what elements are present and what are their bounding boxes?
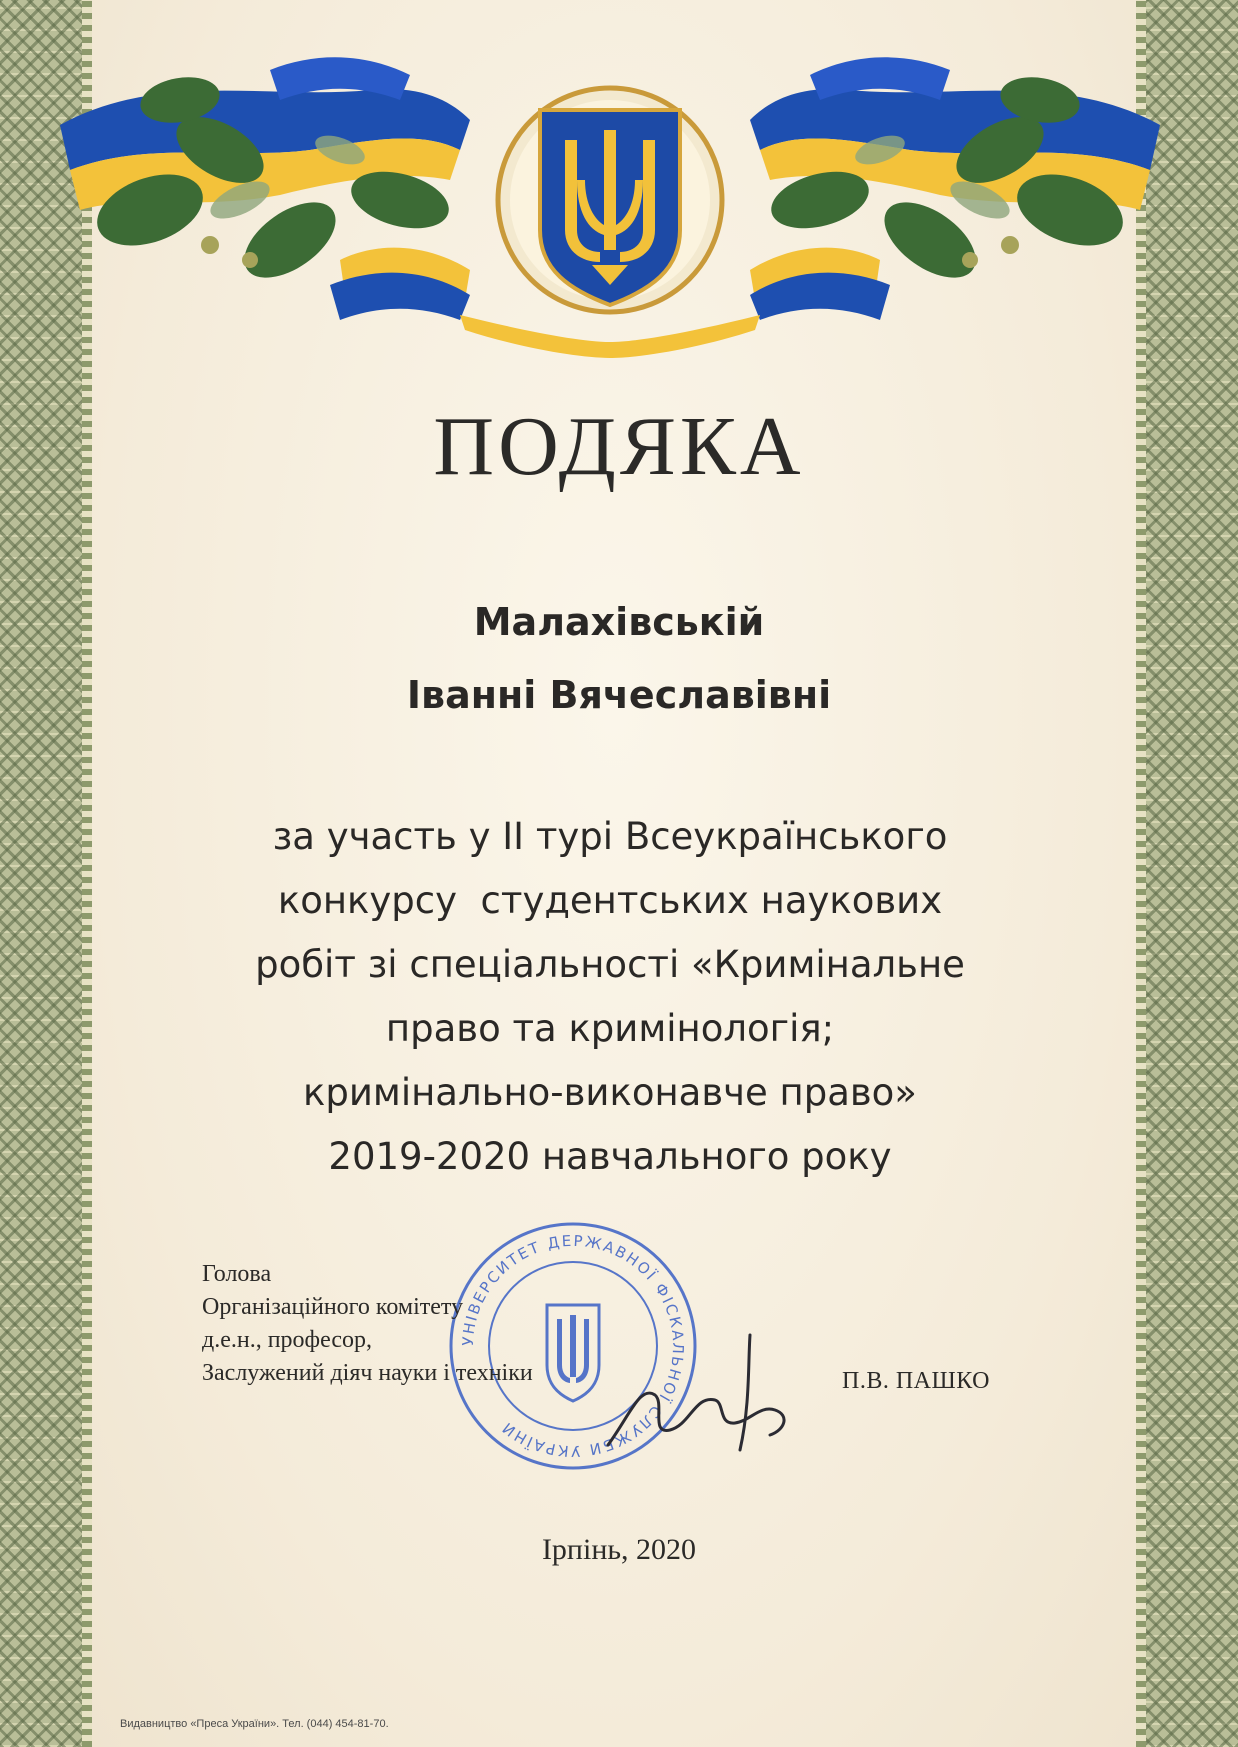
handwritten-signature bbox=[600, 1325, 810, 1455]
certificate-body bbox=[150, 805, 1070, 1189]
body-line: кримінально-виконавче право» bbox=[303, 1071, 917, 1114]
publisher-imprint: Видавництво «Преса України». Тел. (044) 454-81-70. bbox=[120, 1718, 389, 1730]
signatory-block bbox=[202, 1258, 533, 1390]
body-line: робіт зі спеціальності «Кримінальне bbox=[255, 943, 965, 986]
body-line: конкурсу студентських наукових bbox=[277, 879, 943, 922]
tryzub-icon bbox=[498, 88, 722, 312]
signatory-line: Голова bbox=[202, 1261, 272, 1287]
recipient-surname: Малахівській bbox=[473, 600, 765, 644]
certificate-title: ПОДЯКА bbox=[433, 400, 805, 493]
body-line: за участь у II турі Всеукраїнського bbox=[272, 815, 948, 858]
signatory-line: д.е.н., професор, bbox=[202, 1327, 373, 1353]
signatory-name: П.В. ПАШКО bbox=[842, 1368, 990, 1394]
body-line: 2019-2020 навчального року bbox=[328, 1135, 892, 1178]
signatory-line: Заслужений діяч науки і техніки bbox=[202, 1360, 533, 1386]
header-ornament bbox=[40, 30, 1180, 360]
seal-text: УНІВЕРСИТЕТ ДЕРЖАВНОЇ ФІСКАЛЬНОЇ СЛУЖБИ УКРАЇНИ bbox=[458, 1231, 688, 1461]
body-line: право та кримінологія; bbox=[385, 1007, 835, 1050]
recipient-given-names: Іванні Вячеславівні bbox=[406, 673, 832, 717]
signatory-line: Організаційного комітету bbox=[202, 1294, 464, 1320]
place-and-year: Ірпінь, 2020 bbox=[541, 1533, 697, 1566]
